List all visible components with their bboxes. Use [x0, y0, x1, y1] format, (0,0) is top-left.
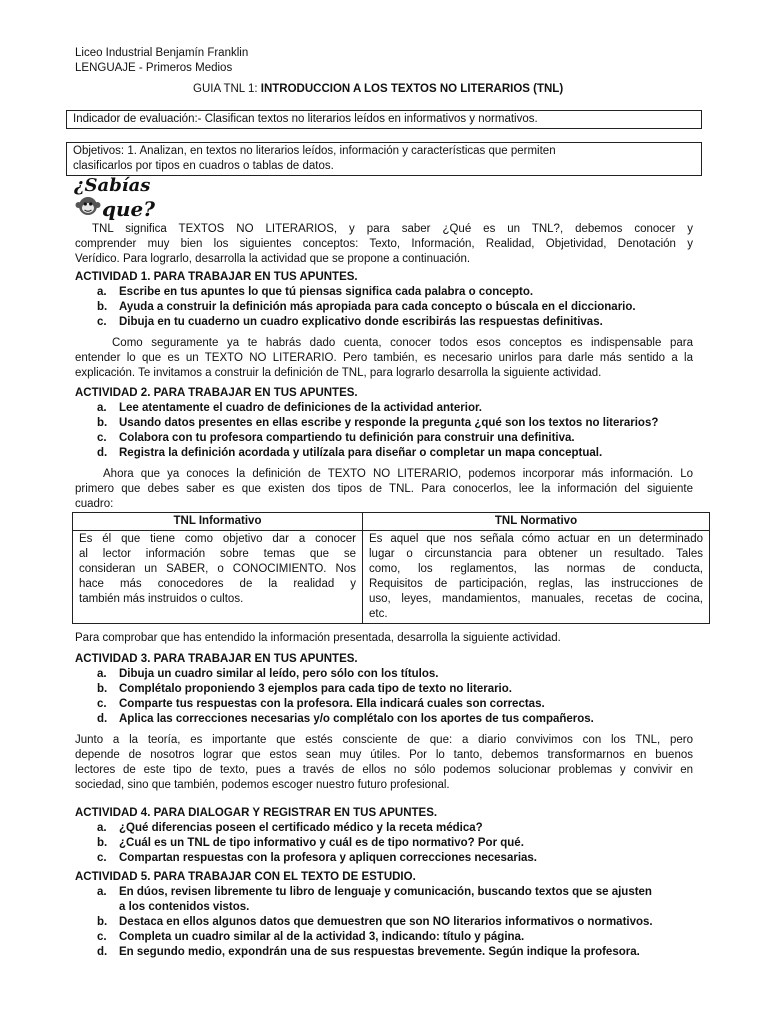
activity-2-title: ACTIVIDAD 2. PARA TRABAJAR EN TUS APUNTES. — [75, 387, 358, 399]
activity-2-list — [75, 401, 658, 461]
paragraph-3 — [75, 467, 693, 512]
monkey-face-icon — [76, 197, 101, 215]
intro-line: Verídico. Para lograrlo, desarrolla la actividad que se propone a continuación. — [75, 253, 471, 265]
paragraph-line: primero que debes saber es que existen dos tipos de TNL. Para conocerlos, lee la información del siguiente — [75, 483, 693, 495]
list-item: b. ¿Cuál es un TNL de tipo informativo y cuál es de tipo normativo? Por qué. — [97, 837, 524, 849]
list-item: b. Usando datos presentes en ellas escribe y responde la pregunta ¿qué son los textos no literarios? — [97, 417, 659, 429]
paragraph-line: entender lo que es un TEXTO NO LITERARIO. Pero también, es necesario unirlos para darle más sentido a la — [75, 352, 693, 364]
indicator-box — [66, 110, 702, 129]
paragraph-2 — [75, 336, 693, 381]
column-header-normativo: TNL Normativo — [363, 513, 710, 531]
objectives-box — [66, 142, 702, 176]
intro-line: comprender muy bien los siguientes conceptos: Texto, Información, Realidad, Objetividad, Denotación y — [75, 238, 693, 250]
list-item: b. Ayuda a construir la definición más apropiada para cada concepto o búscala en el diccionario. — [97, 301, 636, 313]
activity-4-title: ACTIVIDAD 4. PARA DIALOGAR Y REGISTRAR EN TUS APUNTES. — [75, 807, 438, 819]
list-item: d. Registra la definición acordada y utilízala para diseñar o completar un mapa conceptual. — [97, 447, 603, 459]
list-item: a. En dúos, revisen libremente tu libro de lenguaje y comunicación, buscando textos que se ajusten — [97, 886, 652, 898]
list-item: a. Lee atentamente el cuadro de definiciones de la actividad anterior. — [97, 402, 483, 414]
tnl-types-table — [72, 512, 710, 624]
logo-line-1: ¿Sabías — [74, 175, 151, 196]
paragraph-line: Ahora que ya conoces la definición de TEXTO NO LITERARIO, podemos incorporar más información. Lo — [103, 468, 693, 480]
activity-5-title: ACTIVIDAD 5. PARA TRABAJAR CON EL TEXTO DE ESTUDIO. — [75, 871, 416, 883]
paragraph-4: Para comprobar que has entendido la información presentada, desarrolla la siguiente actividad. — [75, 632, 561, 644]
column-header-informativo: TNL Informativo — [73, 513, 363, 531]
table-header-row — [73, 513, 710, 531]
paragraph-line: Junto a la teoría, es importante que estés consciente de que: a diario convivimos con los TNL, pero — [75, 734, 693, 746]
paragraph-line: Como seguramente ya te habrás dado cuenta, conocer todos esos conceptos es indispensable para — [112, 337, 693, 349]
list-item: c. Comparte tus respuestas con la profesora. Ella indicará cuales son correctas. — [97, 698, 545, 710]
objectives-line-2: clasificarlos por tipos en cuadros o tablas de datos. — [73, 160, 334, 172]
list-item: c. Colabora con tu profesora compartiendo tu definición para construir una definitiva. — [97, 432, 575, 444]
cell-normativo: Es aquel que nos señala cómo actuar en un determinado lugar o circunstancia para obtener un resultado. Tales como, los reglamentos, las normas de conducta, Requisitos de participación, reglas, las instrucciones de uso, leyes, mandamientos, manuales, recetas de cocina, etc. — [363, 531, 710, 624]
paragraph-line: sociedad, sino que también, podemos escoger nuestro futuro profesional. — [75, 779, 450, 791]
list-item: d. Aplica las correcciones necesarias y/o complétalo con los aportes de tus compañeros. — [97, 713, 594, 725]
intro-line: TNL significa TEXTOS NO LITERARIOS, y para saber ¿Qué es un TNL?, debemos conocer y — [92, 223, 693, 235]
paragraph-line: explicación. Te invitamos a construir la definición de TNL, para lograrlo desarrolla la siguiente actividad. — [75, 367, 602, 379]
list-item: c. Completa un cuadro similar al de la actividad 3, indicando: título y página. — [97, 931, 525, 943]
list-item: c. Dibuja en tu cuaderno un cuadro explicativo donde escribirás las respuestas definitivas. — [97, 316, 603, 328]
cell-informativo: Es él que tiene como objetivo dar a conocer al lector información sobre temas que se consideran un SABER, o CONOCIMIENTO. Nos hace más conocedores de la realidad y también más instruidos o cultos. — [73, 531, 363, 624]
list-item: b. Destaca en ellos algunos datos que demuestren que son NO literarios informativos o normativos. — [97, 916, 653, 928]
objectives-line-1: Objetivos: 1. Analizan, en textos no literarios leídos, información y características que permiten — [73, 145, 556, 157]
list-item: a. Dibuja un cuadro similar al leído, pero sólo con los títulos. — [97, 668, 439, 680]
guide-title — [193, 82, 563, 97]
list-item: a los contenidos vistos. — [119, 901, 250, 913]
guide-prefix: GUIA TNL 1: — [193, 83, 261, 95]
logo-line-2: que? — [102, 197, 155, 220]
activity-1-list — [75, 285, 636, 330]
table-row — [73, 531, 710, 624]
paragraph-line: cuadro: — [75, 498, 114, 510]
list-item: b. Complétalo proponiendo 3 ejemplos para cada tipo de texto no literario. — [97, 683, 512, 695]
paragraph-5 — [75, 733, 693, 793]
paragraph-line: depende de nosotros lograr que estos sean muy útiles. Por lo tanto, debemos transformarnos en buenos — [75, 749, 693, 761]
paragraph-line: lectores de este tipo de texto, pues a través de ellos no sólo podemos solucionar problemas y convivir en — [75, 764, 693, 776]
activity-1-title: ACTIVIDAD 1. PARA TRABAJAR EN TUS APUNTES. — [75, 271, 358, 283]
guide-title-text: INTRODUCCION A LOS TEXTOS NO LITERARIOS (TNL) — [260, 83, 564, 95]
school-name: Liceo Industrial Benjamín Franklin — [75, 47, 249, 59]
activity-3-list — [75, 667, 594, 727]
intro-paragraph — [75, 222, 693, 267]
activity-5-list — [75, 885, 653, 960]
list-item: a. ¿Qué diferencias poseen el certificado médico y la receta médica? — [97, 822, 483, 834]
list-item: a. Escribe en tus apuntes lo que tú piensas significa cada palabra o concepto. — [97, 286, 534, 298]
list-item: d. En segundo medio, expondrán una de sus respuestas brevemente. Según indique la profesora. — [97, 946, 640, 958]
activity-4-list — [75, 821, 537, 866]
list-item: c. Compartan respuestas con la profesora y apliquen correcciones necesarias. — [97, 852, 537, 864]
activity-3-title: ACTIVIDAD 3. PARA TRABAJAR EN TUS APUNTES. — [75, 653, 358, 665]
sabias-que-logo — [72, 174, 182, 220]
course-name: LENGUAJE - Primeros Medios — [75, 62, 233, 74]
indicator-text: Indicador de evaluación:- Clasifican textos no literarios leídos en informativos y normativos. — [73, 113, 538, 125]
